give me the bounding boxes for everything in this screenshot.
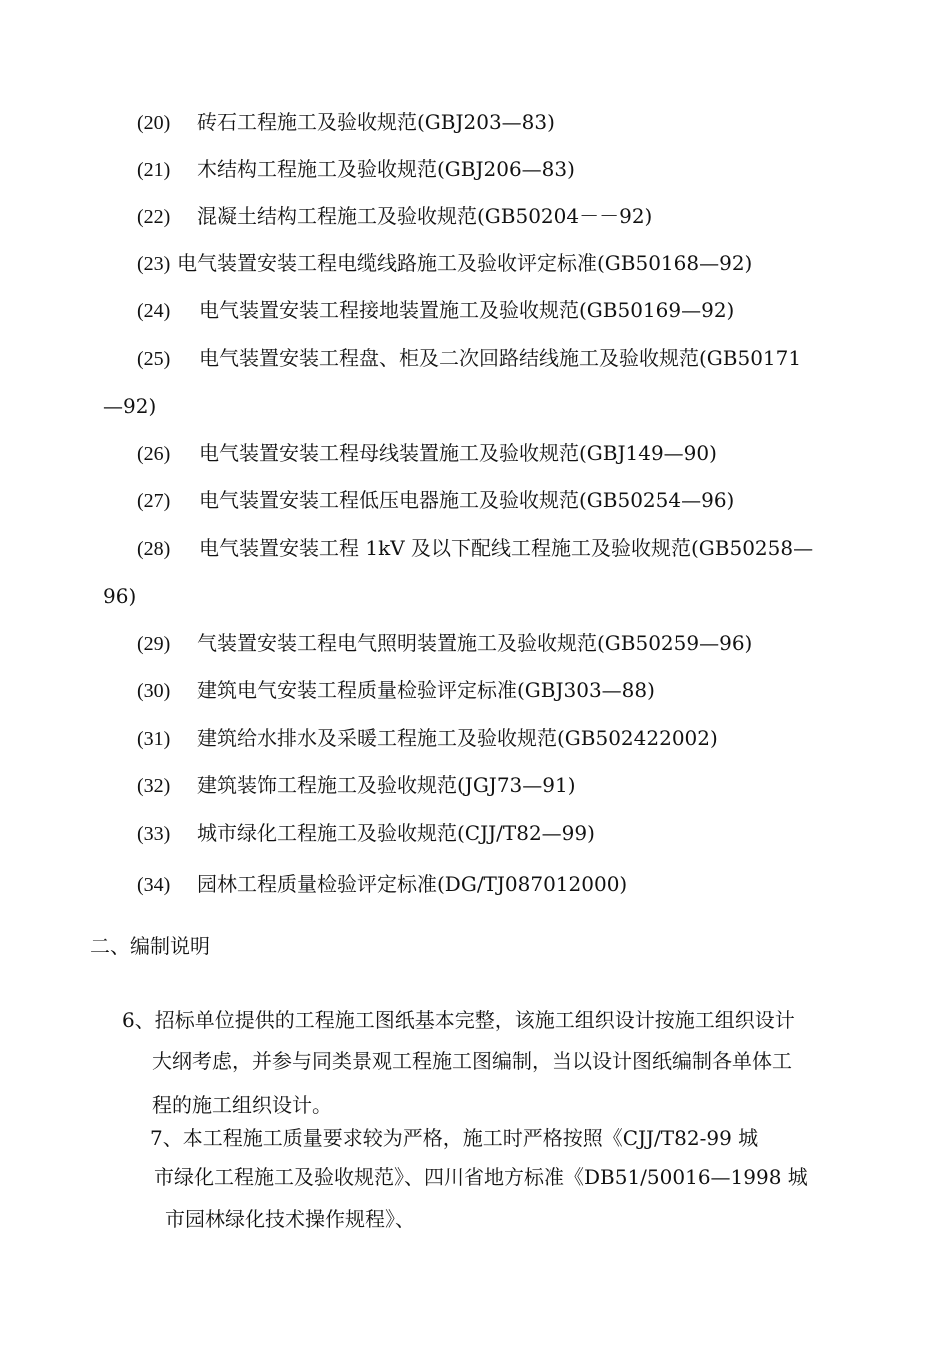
list-item	[137, 726, 718, 751]
paragraph-6-line-3: 程的施工组织设计。	[152, 1093, 332, 1117]
list-item-continuation	[103, 584, 136, 608]
item-text: 电气装置安装工程母线装置施工及验收规范(GBJ149—90)	[199, 441, 717, 465]
item-number: (34)	[137, 874, 171, 896]
item-text: 城市绿化工程施工及验收规范(CJJ/T82—99)	[197, 821, 595, 845]
item-number: (30)	[137, 680, 171, 702]
paragraph-7-line-1: 7、本工程施工质量要求较为严格，施工时严格按照《CJJ/T82-99 城	[150, 1126, 759, 1150]
item-number: (24)	[137, 300, 171, 322]
list-item	[137, 441, 717, 466]
list-item	[137, 536, 813, 561]
list-item	[137, 110, 555, 135]
item-number: (21)	[137, 159, 171, 181]
item-text-continuation: 96)	[103, 584, 137, 608]
item-text: 建筑装饰工程施工及验收规范(JGJ73—91)	[197, 773, 576, 797]
list-item	[137, 157, 575, 182]
section-heading: 二、编制说明	[90, 934, 210, 958]
item-text: 木结构工程施工及验收规范(GBJ206—83)	[197, 157, 575, 181]
paragraph-7-line-2: 市绿化工程施工及验收规范》、四川省地方标准《DB51/50016—1998 城	[154, 1165, 808, 1189]
item-text: 建筑给水排水及采暖工程施工及验收规范(GB502422002)	[197, 726, 718, 750]
item-number: (31)	[137, 728, 171, 750]
list-item	[137, 298, 734, 323]
item-number: (32)	[137, 775, 171, 797]
list-item	[137, 346, 801, 371]
item-number: (26)	[137, 443, 171, 465]
list-item	[137, 678, 655, 703]
paragraph-6-line-2: 大纲考虑，并参与同类景观工程施工图编制，当以设计图纸编制各单体工	[152, 1049, 792, 1073]
item-text: 电气装置安装工程盘、柜及二次回路结线施工及验收规范(GB50171	[199, 346, 802, 370]
item-text: 园林工程质量检验评定标准(DG/TJ087012000)	[197, 872, 628, 896]
list-item-continuation	[103, 394, 156, 418]
paragraph-7-line-3: 市园林绿化技术操作规程》、	[165, 1207, 415, 1231]
list-item	[137, 204, 652, 229]
list-item	[137, 872, 627, 897]
item-number: (25)	[137, 348, 171, 370]
item-text: 混凝土结构工程施工及验收规范(GB50204－－92)	[197, 204, 653, 228]
item-text: 电气装置安装工程电缆线路施工及验收评定标准(GB50168—92)	[177, 251, 753, 275]
item-text: 电气装置安装工程低压电器施工及验收规范(GB50254—96)	[199, 488, 735, 512]
item-number: (23)	[137, 253, 171, 275]
item-text: 砖石工程施工及验收规范(GBJ203—83)	[197, 110, 555, 134]
list-item	[137, 488, 734, 513]
item-number: (20)	[137, 112, 171, 134]
item-text: 电气装置安装工程接地装置施工及验收规范(GB50169—92)	[199, 298, 735, 322]
item-text: 电气装置安装工程 1kV 及以下配线工程施工及验收规范(GB50258—	[199, 536, 814, 560]
item-number: (28)	[137, 538, 171, 560]
item-text: 气装置安装工程电气照明装置施工及验收规范(GB50259—96)	[197, 631, 753, 655]
item-number: (27)	[137, 490, 171, 512]
item-text-continuation: —92)	[103, 394, 157, 418]
item-number: (22)	[137, 206, 171, 228]
list-item	[137, 773, 576, 798]
item-number: (33)	[137, 823, 171, 845]
item-text: 建筑电气安装工程质量检验评定标准(GBJ303—88)	[197, 678, 655, 702]
item-number: (29)	[137, 633, 171, 655]
paragraph-6-line-1: 6、招标单位提供的工程施工图纸基本完整，该施工组织设计按施工组织设计	[122, 1008, 795, 1032]
list-item	[137, 821, 595, 846]
list-item	[137, 631, 752, 656]
list-item	[137, 251, 752, 276]
